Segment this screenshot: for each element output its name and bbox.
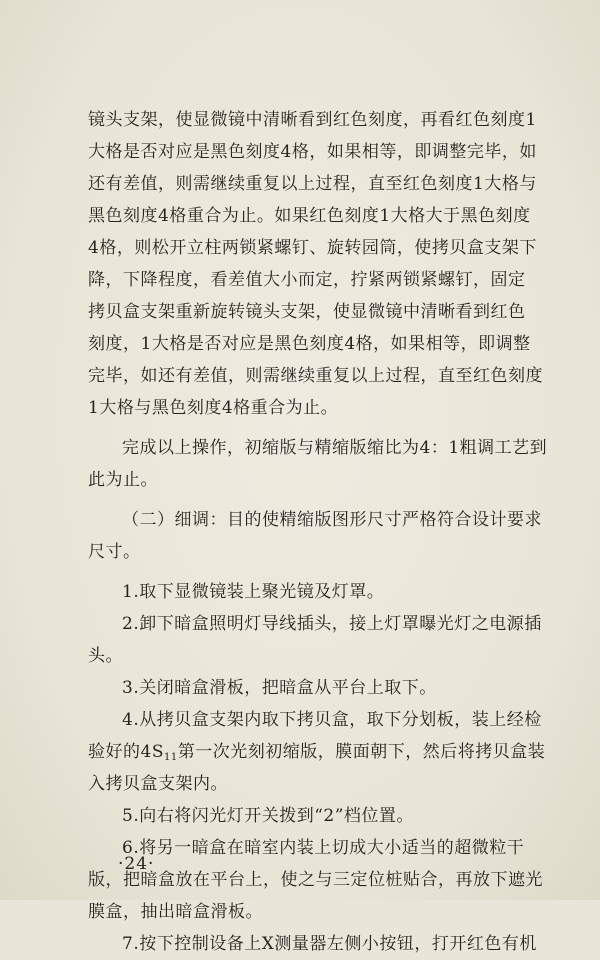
step-1: 1.取下显微镜装上聚光镜及灯罩。 [122, 582, 385, 602]
text-fragment: 第一次光刻初缩版，膜面朝下，然后将拷贝盒装 [177, 742, 546, 762]
text-line: 此为止。 [88, 470, 158, 490]
text-line: 膜盒，抽出暗盒滑板。 [88, 902, 263, 922]
step-7: 7.按下控制设备上X测量器左侧小按钮，打开红色有机 [122, 934, 537, 954]
steps-list [88, 576, 574, 960]
step-4: 4.从拷贝盒支架内取下拷贝盒，取下分划板，装上经检 [122, 710, 542, 730]
step-3: 3.关闭暗盒滑板，把暗盒从平台上取下。 [122, 678, 437, 698]
page-number: ·24· [118, 854, 155, 874]
step-6: 6.将另一暗盒在暗室内装上切成大小适当的超微粒干 [122, 838, 525, 858]
text-line: （二）细调：目的使精缩版图形尺寸严格符合设计要求 [122, 510, 542, 530]
text-line: 完毕，如还有差值，则需继续重复以上过程，直至红色刻度 [88, 366, 543, 386]
text-line: 黑色刻度4格重合为止。如果红色刻度1大格大于黑色刻度 [88, 206, 531, 226]
text-line: 4格，则松开立柱两锁紧螺钉、旋转园筒，使拷贝盒支架下 [88, 238, 537, 258]
text-line: 大格是否对应是黑色刻度4格，如果相等，即调整完毕，如 [88, 142, 537, 162]
text-fragment: 验好的4S [88, 742, 164, 762]
step-5: 5.向右将闪光灯开关拨到“2”档位置。 [122, 806, 414, 826]
text-line: 版，把暗盒放在平台上，使之与三定位桩贴合，再放下遮光 [88, 870, 543, 890]
text-line: 1大格与黑色刻度4格重合为止。 [88, 398, 339, 418]
subscript: 11 [163, 752, 178, 763]
text-line: 还有差值，则需继续重复以上过程，直至红色刻度1大格与 [88, 174, 537, 194]
text-line: 入拷贝盒支架内。 [88, 774, 228, 794]
text-line: 完成以上操作，初缩版与精缩版缩比为4：1粗调工艺到 [122, 438, 548, 458]
body-text [88, 104, 574, 960]
paragraph-1 [88, 104, 574, 424]
step-2: 2.卸下暗盒照明灯导线插头，接上灯罩曝光灯之电源插 [122, 614, 542, 634]
text-line: 尺寸。 [88, 542, 141, 562]
section-heading-fine-tuning [88, 504, 574, 568]
text-line: 拷贝盒支架重新旋转镜头支架，使显微镜中清晰看到红色 [88, 302, 526, 322]
text-line: 头。 [88, 646, 123, 666]
text-line: 镜头支架，使显微镜中清晰看到红色刻度，再看红色刻度1 [88, 110, 537, 130]
text-line [88, 736, 574, 768]
text-line: 刻度，1大格是否对应是黑色刻度4格，如果相等，即调整 [88, 334, 531, 354]
text-line: 降，下降程度，看差值大小而定，拧紧两锁紧螺钉，固定 [88, 270, 526, 290]
paragraph-2 [88, 432, 574, 496]
